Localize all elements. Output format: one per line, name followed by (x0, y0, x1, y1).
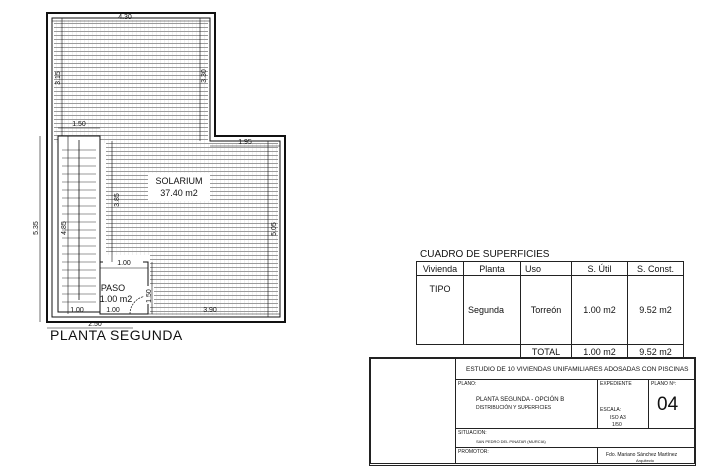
expediente-box (597, 379, 649, 429)
plano-n-label: PLANO Nº: (651, 381, 677, 387)
firma: Fdo. Mariano Sánchez Martínez (606, 452, 678, 458)
study-title: ESTUDIO DE 10 VIVIENDAS UNIFAMILIARES ADOSADAS CON PISCINAS (466, 366, 689, 373)
promotor-label: PROMOTOR: (458, 449, 489, 455)
expediente-label: EXPEDIENTE (600, 381, 632, 387)
room-paso-name: PASO (100, 283, 126, 293)
superficies-data-row (417, 276, 684, 345)
room-solarium-area: 37.40 m2 (160, 188, 198, 198)
total-const: 9.52 m2 (628, 345, 684, 359)
deck-hatch-right (150, 255, 278, 315)
header-uso: Uso (521, 262, 572, 276)
situacion-value: SAN PEDRO DEL PINATAR (MURCIA) (476, 439, 546, 444)
dim-stair-height: 4.85 (61, 221, 68, 235)
total-util: 1.00 m2 (572, 345, 628, 359)
dim-total-height: 5.35 (33, 221, 40, 235)
dim-inner-height: 3.85 (114, 193, 121, 207)
cell-uso: Torreón (521, 276, 572, 345)
dim-bottom-a: 1.00 (70, 307, 84, 314)
dim-right-lower: 5.05 (271, 222, 278, 236)
firma-sub: Arquitecto (636, 458, 655, 463)
study-box (455, 358, 695, 380)
dim-stair-width: 1.50 (72, 121, 86, 128)
superficies-caption: CUADRO DE SUPERFICIES (420, 249, 550, 260)
logo-area (370, 358, 456, 464)
dim-bottom-total: 2.50 (88, 321, 102, 328)
cell-vivienda: TIPO (417, 276, 464, 345)
cell-util: 1.00 m2 (572, 276, 628, 345)
situacion-label: SITUACION: (458, 430, 487, 436)
total-label: TOTAL (521, 345, 572, 359)
dim-step-right: 1.95 (238, 139, 252, 146)
superficies-table (416, 261, 684, 359)
header-util: S. Útil (572, 262, 628, 276)
room-paso-area: 1.00 m2 (99, 294, 133, 304)
dim-top-width: 4.30 (118, 14, 132, 21)
dim-right-upper: 3.30 (201, 69, 208, 83)
dim-paso-width: 1.00 (117, 260, 131, 267)
room-solarium-name: SOLARIUM (155, 176, 203, 186)
header-const: S. Const. (628, 262, 684, 276)
cell-const: 9.52 m2 (628, 276, 684, 345)
plano-number: 04 (657, 394, 679, 415)
superficies-header-row (417, 262, 684, 276)
escala-b: 1/50 (612, 422, 622, 428)
plan-title: PLANTA SEGUNDA (50, 327, 183, 343)
promotor-box (455, 447, 598, 464)
plano-label: PLANO: (458, 381, 477, 387)
firma-box (597, 447, 695, 464)
plano-sub: DISTRIBUCIÓN Y SUPERFICIES (476, 405, 552, 411)
dim-paso-height: 1.50 (146, 289, 153, 303)
title-block (369, 357, 696, 466)
plano-box (455, 379, 598, 429)
cell-planta: Segunda (464, 276, 521, 345)
header-planta: Planta (464, 262, 521, 276)
escala-label: ESCALA: (600, 407, 622, 413)
dim-bottom-right: 3.90 (203, 307, 217, 314)
dim-left-upper: 3.15 (55, 71, 62, 85)
dim-bottom-b: 1.00 (106, 307, 120, 314)
escala-a: ISO A3 (610, 415, 626, 421)
plano-n-box (648, 379, 695, 429)
situacion-box (455, 428, 695, 448)
plano-value: PLANTA SEGUNDA - OPCIÓN B (476, 397, 565, 403)
header-vivienda: Vivienda (417, 262, 464, 276)
